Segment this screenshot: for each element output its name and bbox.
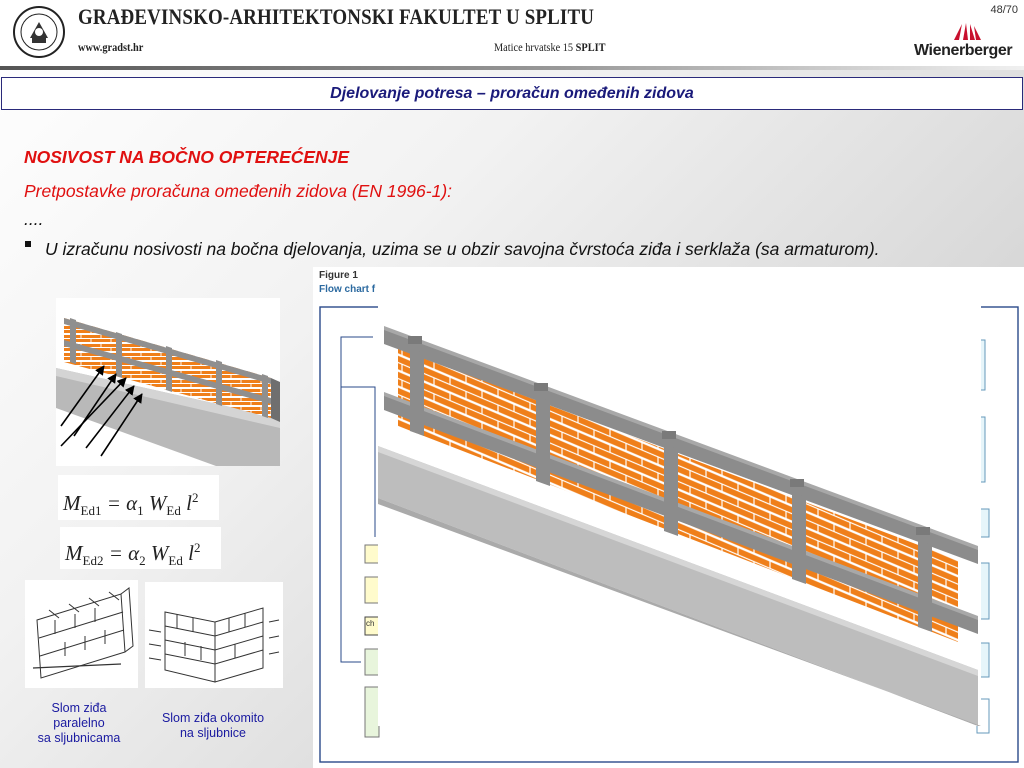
figure-subtitle: Flow chart f <box>319 284 376 295</box>
bullet-text: U izračunu nosivosti na bočna djelovanja, uzima se u obzir savojna čvrstoća ziđa i serklaža (sa armaturom). <box>45 239 880 259</box>
caption-parallel <box>22 701 136 746</box>
wienerberger-roof-icon <box>910 22 1020 42</box>
caption-perpendicular-line-1: Slom ziđa okomito <box>161 711 265 725</box>
wall-lateral-load-figure <box>56 298 280 466</box>
wall-lateral-load-drawing <box>56 298 280 466</box>
formula-m-ed1-subscript: Ed1 <box>80 503 102 519</box>
figure-label: Figure 1 <box>319 270 358 281</box>
faculty-name: GRAĐEVINSKO-ARHITEKTONSKI FAKULTET U SPLITU <box>78 4 595 29</box>
formula-m-ed2-symbol: M <box>65 541 83 565</box>
section-heading: NOSIVOST NA BOČNO OPTEREĆENJE <box>24 147 350 167</box>
address-street: Matice hrvatske 15 <box>494 40 574 54</box>
formula-m-ed1-l: l <box>180 491 192 515</box>
formula-m-ed1-w: W <box>143 491 167 515</box>
section-subheading: Pretpostavke proračuna omeđenih zidova (EN 1996-1): <box>24 181 453 201</box>
caption-parallel-line-2: paralelno <box>53 716 105 730</box>
failure-parallel-drawing <box>25 580 138 688</box>
faculty-seal-icon <box>12 5 66 59</box>
confined-wall-illustration <box>378 298 981 726</box>
bullet-marker-icon <box>25 241 31 247</box>
formula-m-ed1-equals: = α <box>101 491 138 515</box>
page-indicator: 48/70 <box>990 4 1018 16</box>
formula-m-ed2-alpha-sub: 2 <box>139 553 146 569</box>
slide-title: Djelovanje potresa – proračun omeđenih zidova <box>1 77 1023 110</box>
formula-m-ed1-symbol: M <box>63 491 81 515</box>
confined-wall-drawing <box>378 298 981 726</box>
failure-perpendicular-drawing <box>145 582 283 688</box>
figure-snippet: ch <box>366 619 375 628</box>
failure-parallel-sketch <box>25 580 138 688</box>
failure-perpendicular-sketch <box>145 582 283 688</box>
formula-m-ed2-equals: = α <box>103 541 140 565</box>
wienerberger-logo-text: Wienerberger <box>914 42 1013 59</box>
caption-parallel-line-1: Slom ziđa <box>51 701 107 715</box>
formula-m-ed1 <box>58 475 219 520</box>
caption-perpendicular <box>148 711 278 741</box>
formula-m-ed1-w-sub: Ed <box>166 503 181 519</box>
formula-m-ed2-power: 2 <box>193 540 201 555</box>
caption-perpendicular-line-2: na sljubnice <box>179 726 246 740</box>
formula-m-ed1-power: 2 <box>191 490 199 505</box>
formula-m-ed2-w: W <box>145 541 169 565</box>
wienerberger-logo <box>910 22 1020 64</box>
address-city: SPLIT <box>575 40 606 54</box>
header-divider <box>0 66 1024 70</box>
formula-m-ed1-alpha-sub: 1 <box>137 503 144 519</box>
formula-m-ed2-l: l <box>182 541 194 565</box>
faculty-address <box>494 40 606 55</box>
header-bar <box>0 0 1024 66</box>
ellipsis-text: .... <box>24 209 44 229</box>
formula-m-ed2-subscript: Ed2 <box>82 553 104 569</box>
formula-m-ed2-w-sub: Ed <box>168 553 183 569</box>
formula-m-ed2 <box>60 527 221 569</box>
caption-parallel-line-3: sa sljubnicama <box>37 731 121 745</box>
website-link[interactable]: www.gradst.hr <box>78 40 144 54</box>
